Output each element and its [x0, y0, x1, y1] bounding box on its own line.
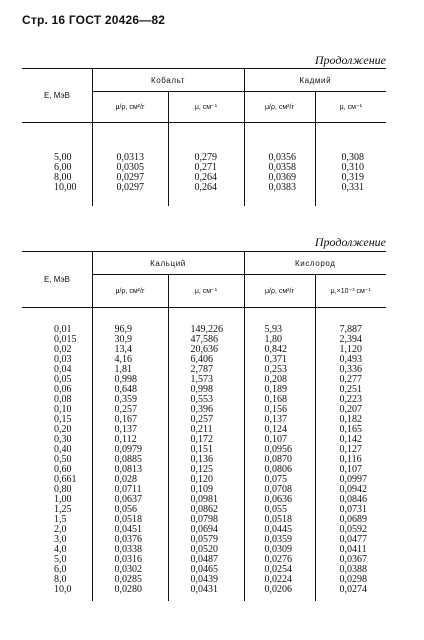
table-cell: 0,05: [54, 374, 72, 385]
table-cell: 0,055: [264, 504, 288, 515]
table-cell: 0,156: [264, 404, 288, 415]
table-cell: 0,127: [339, 444, 363, 455]
table-cell: 0,0477: [339, 534, 368, 545]
table-cell: 0,0388: [339, 564, 368, 575]
table-cell: 0,0305: [116, 162, 144, 173]
table-cell: 0,0285: [114, 574, 142, 585]
calcium-mass-atten-column: [92, 308, 168, 602]
attenuation-table-calcium-oxygen: [22, 251, 386, 601]
table-cell: 0,0979: [114, 444, 142, 455]
table-cell: 0,167: [114, 414, 137, 425]
oxygen-mass-atten-column: [244, 308, 315, 602]
table-cell: 0,124: [264, 424, 288, 435]
table-cell: 6,0: [54, 564, 67, 575]
table-cell: 0,0309: [264, 544, 293, 555]
table-cell: 0,223: [339, 394, 363, 405]
table-cell: 0,107: [264, 434, 288, 445]
table-cell: 0,107: [339, 464, 363, 475]
table-cell: 0,0439: [190, 574, 218, 585]
subheader-linear-atten-scaled: μ,×10⁻³ см⁻¹: [315, 275, 386, 308]
table-cell: 2,787: [190, 364, 213, 375]
table-cell: 0,0431: [190, 584, 218, 595]
table-cell: 10,0: [54, 584, 72, 595]
table-cell: 0,842: [264, 344, 288, 355]
table-cell: 0,0520: [190, 544, 218, 555]
table-cell: 0,116: [339, 454, 362, 465]
table-cell: 0,0694: [190, 524, 218, 535]
table-cell: 0,0592: [339, 524, 368, 535]
continuation-label-2: Продолжение: [314, 235, 386, 249]
table-cell: 0,01: [54, 324, 72, 335]
table-cell: 0,0731: [339, 504, 368, 515]
table-cell: 0,136: [190, 454, 213, 465]
table-cell: 0,0411: [339, 544, 367, 555]
table-cell: 2,0: [54, 524, 67, 535]
table-cell: 0,253: [264, 364, 288, 375]
table-cell: 0,0297: [116, 172, 144, 183]
table-cell: 0,142: [339, 434, 363, 445]
attenuation-table-cobalt-cadmium: [22, 68, 386, 206]
table-cell: 0,0359: [264, 534, 293, 545]
table-cell: 0,0637: [114, 494, 142, 505]
subheader-mass-atten: μ/ρ, см²/г: [92, 275, 168, 308]
table-cell: 0,310: [341, 162, 365, 173]
table-cell: 0,0885: [114, 454, 142, 465]
table-cell: 7,887: [339, 324, 363, 335]
table-cell: 0,0224: [264, 574, 293, 585]
table-cell: 0,137: [114, 424, 137, 435]
table-cell: 0,0636: [264, 494, 293, 505]
table-cell: 10,00: [54, 182, 77, 193]
table-cell: 1,5: [54, 514, 67, 525]
table-cell: 0,308: [341, 152, 365, 163]
table-cell: 0,109: [190, 484, 213, 495]
table-cell: 0,0356: [268, 152, 297, 163]
table-cell: 0,50: [54, 454, 72, 465]
table-cell: 0,0254: [264, 564, 293, 575]
table-cell: 0,264: [194, 182, 217, 193]
table-cell: 8,00: [54, 172, 72, 183]
table-cell: 4,16: [114, 354, 132, 365]
table-cell: 0,0313: [116, 152, 144, 163]
table-cell: 0,0579: [190, 534, 218, 545]
table-cell: 0,208: [264, 374, 288, 385]
table-cell: 0,0487: [190, 554, 218, 565]
table-cell: 0,279: [194, 152, 217, 163]
table-cell: 0,0274: [339, 584, 368, 595]
table-cell: 0,08: [54, 394, 72, 405]
table-cell: 0,0518: [264, 514, 293, 525]
table-cell: 47,586: [190, 334, 218, 345]
table-cell: 0,0798: [190, 514, 218, 525]
table-cell: 0,0806: [264, 464, 293, 475]
table-cell: 0,319: [341, 172, 365, 183]
table-cell: 0,04: [54, 364, 72, 375]
table-cell: 5,00: [54, 152, 72, 163]
cadmium-mass-atten-column: [244, 123, 315, 207]
material-header-cadmium: Кадмий: [244, 69, 386, 92]
table-cell: 0,0708: [264, 484, 293, 495]
table-cell: 0,0846: [339, 494, 368, 505]
table-cell: 0,0465: [190, 564, 218, 575]
table-cell: 0,998: [114, 374, 137, 385]
table-cell: 0,0367: [339, 554, 368, 565]
table-cell: 5,93: [264, 324, 283, 335]
table-cell: 0,0276: [264, 554, 293, 565]
e-values-column: [22, 308, 92, 602]
table-cell: 6,00: [54, 162, 72, 173]
table-cell: 0,80: [54, 484, 72, 495]
oxygen-linear-atten-column: [315, 308, 386, 602]
table-cell: 0,648: [114, 384, 137, 395]
e-column-header: E, МэВ: [22, 69, 92, 123]
table-cell: 0,137: [264, 414, 288, 425]
subheader-mass-atten: μ/ρ, см²/г: [244, 275, 315, 308]
table-cell: 0,075: [264, 474, 288, 485]
material-header-cobalt: Кобальт: [92, 69, 244, 92]
table-cell: 149,226: [190, 324, 223, 335]
subheader-linear-atten: μ, см⁻¹: [168, 275, 244, 308]
table-cell: 0,396: [190, 404, 213, 415]
subheader-mass-atten: μ/ρ, см²/г: [244, 92, 315, 123]
table-cell: 0,0383: [268, 182, 297, 193]
table-cell: 0,0813: [114, 464, 142, 475]
table-cell: 0,211: [190, 424, 213, 435]
table-cell: 0,277: [339, 374, 363, 385]
table-cell: 1,80: [264, 334, 283, 345]
table-cell: 0,257: [190, 414, 213, 425]
calcium-linear-atten-column: [168, 308, 244, 602]
table-cell: 0,0997: [339, 474, 368, 485]
table-cell: 8,0: [54, 574, 67, 585]
table-cell: 0,10: [54, 404, 72, 415]
table-cell: 0,0376: [114, 534, 142, 545]
cobalt-mass-atten-column: [92, 123, 168, 207]
table-cell: 0,998: [190, 384, 213, 395]
table-cell: 0,331: [341, 182, 365, 193]
table-cell: 0,151: [190, 444, 213, 455]
table-cell: 0,0206: [264, 584, 293, 595]
subheader-linear-atten: μ, см⁻¹: [315, 92, 386, 123]
table-cell: 5,0: [54, 554, 67, 565]
table-cell: 0,0280: [114, 584, 142, 595]
table-cell: 0,168: [264, 394, 288, 405]
table-cell: 6,406: [190, 354, 213, 365]
table-cell: 0,0445: [264, 524, 293, 535]
table-cell: 0,264: [194, 172, 217, 183]
table-cell: 0,0369: [268, 172, 297, 183]
table-cell: 0,015: [54, 334, 77, 345]
table-cell: 0,0689: [339, 514, 368, 525]
table-cell: 0,15: [54, 414, 72, 425]
table-cell: 0,0338: [114, 544, 142, 555]
table-cell: 0,0870: [264, 454, 293, 465]
table-cell: 0,0942: [339, 484, 368, 495]
table-cell: 0,371: [264, 354, 288, 365]
table-cell: 4,0: [54, 544, 67, 555]
cadmium-linear-atten-column: [315, 123, 386, 207]
table-cell: 0,02: [54, 344, 72, 355]
table-cell: 0,20: [54, 424, 72, 435]
material-header-oxygen: Кислород: [244, 252, 386, 275]
table-cell: 0,189: [264, 384, 288, 395]
continuation-label-1: Продолжение: [314, 53, 386, 67]
table-cell: 3,0: [54, 534, 67, 545]
table-cell: 30,9: [114, 334, 132, 345]
table-cell: 20,636: [190, 344, 218, 355]
table-cell: 0,0981: [190, 494, 218, 505]
cobalt-linear-atten-column: [168, 123, 244, 207]
table-cell: 0,0298: [339, 574, 368, 585]
table-cell: 0,028: [114, 474, 137, 485]
table-cell: 0,30: [54, 434, 72, 445]
table-cell: 0,0302: [114, 564, 142, 575]
table-cell: 0,125: [190, 464, 213, 475]
table-cell: 0,120: [190, 474, 213, 485]
subheader-mass-atten: μ/ρ, см²/г: [92, 92, 168, 123]
table-cell: 0,493: [339, 354, 363, 365]
table-cell: 0,0297: [116, 182, 144, 193]
table-cell: 0,06: [54, 384, 72, 395]
page-header: Стр. 16 ГОСТ 20426—82: [22, 13, 166, 27]
subheader-linear-atten: μ, см⁻¹: [168, 92, 244, 123]
table-cell: 0,359: [114, 394, 137, 405]
table-cell: 0,336: [339, 364, 363, 375]
table-cell: 0,0862: [190, 504, 218, 515]
table-cell: 1,00: [54, 494, 72, 505]
table-cell: 2,394: [339, 334, 363, 345]
material-header-calcium: Кальций: [92, 252, 244, 275]
e-column-header: E, МэВ: [22, 252, 92, 308]
e-values-column: [22, 123, 92, 207]
table-cell: 0,40: [54, 444, 72, 455]
table-cell: 0,661: [54, 474, 77, 485]
table-cell: 0,207: [339, 404, 363, 415]
table-cell: 96,9: [114, 324, 132, 335]
table-cell: 0,0711: [114, 484, 142, 495]
table-cell: 0,271: [194, 162, 217, 173]
table-cell: 0,0518: [114, 514, 142, 525]
table-cell: 1,81: [114, 364, 132, 375]
table-cell: 13,4: [114, 344, 132, 355]
table-cell: 0,03: [54, 354, 72, 365]
table-cell: 1,573: [190, 374, 213, 385]
table-cell: 0,165: [339, 424, 363, 435]
table-cell: 0,257: [114, 404, 137, 415]
table-cell: 0,0316: [114, 554, 142, 565]
table-cell: 1,25: [54, 504, 72, 515]
table-cell: 0,553: [190, 394, 213, 405]
table-cell: 0,056: [114, 504, 137, 515]
table-cell: 0,182: [339, 414, 363, 425]
table-cell: 1,120: [339, 344, 363, 355]
table-cell: 0,112: [114, 434, 137, 445]
table-cell: 0,0451: [114, 524, 142, 535]
table-cell: 0,251: [339, 384, 363, 395]
table-cell: 0,0956: [264, 444, 293, 455]
table-cell: 0,172: [190, 434, 213, 445]
table-cell: 0,0358: [268, 162, 297, 173]
table-cell: 0,60: [54, 464, 72, 475]
